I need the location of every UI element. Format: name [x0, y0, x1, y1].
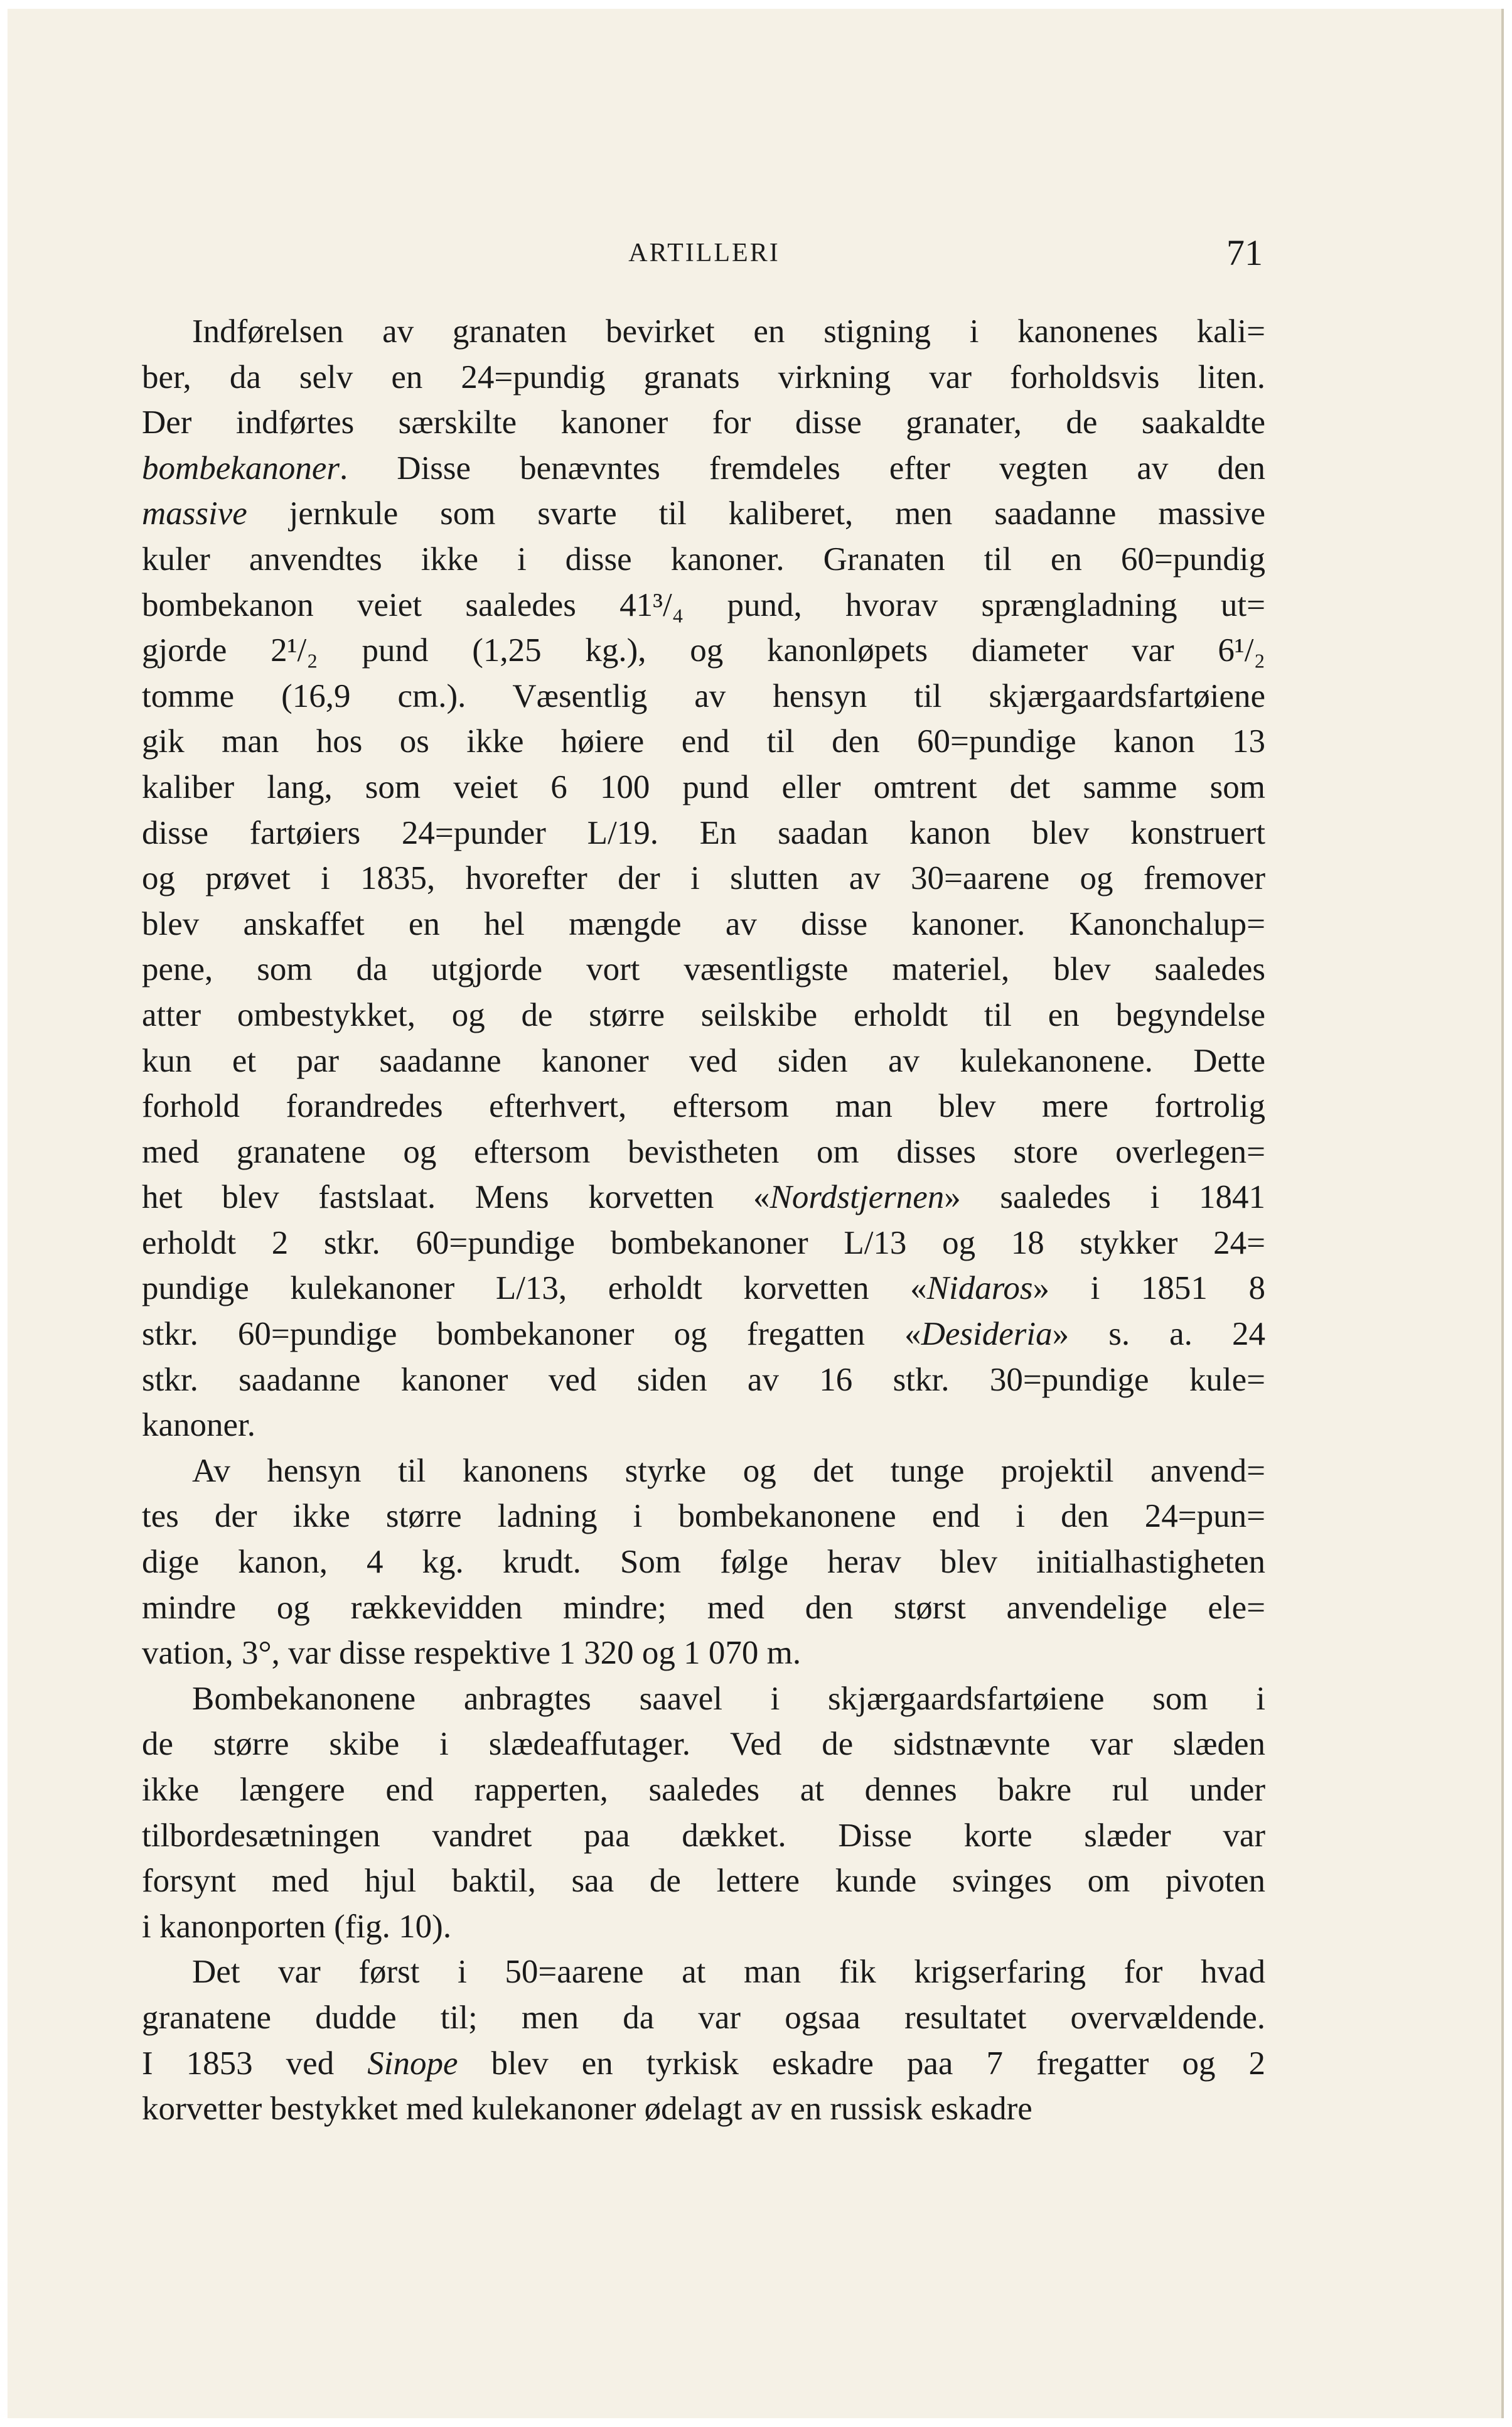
text-line: I 1853 ved Sinope blev en tyrkisk eskadre paa 7 fregatter og 2 — [142, 2045, 1265, 2082]
text-line: Indførelsen av granaten bevirket en stigning i kanonenes kali= — [192, 313, 1265, 350]
text-line: stkr. 60=pundige bombekanoner og fregatten «Desideria» s. a. 24 — [142, 1316, 1265, 1353]
text-line: tilbordesætningen vandret paa dækket. Disse korte slæder var — [142, 1817, 1265, 1854]
text-line: Der indførtes særskilte kanoner for disse granater, de saakaldte — [142, 404, 1265, 441]
text-line: erholdt 2 stkr. 60=pundige bombekanoner L/13 og 18 stykker 24= — [142, 1224, 1265, 1261]
text-line: pundige kulekanoner L/13, erholdt korvetten «Nidaros» i 1851 8 — [142, 1270, 1265, 1307]
text-line: stkr. saadanne kanoner ved siden av 16 stkr. 30=pundige kule= — [142, 1361, 1265, 1398]
running-head: ARTILLERI — [628, 239, 780, 267]
text-line: het blev fastslaat. Mens korvetten «Nordstjernen» saaledes i 1841 — [142, 1179, 1265, 1216]
text-line: bombekanoner. Disse benævntes fremdeles efter vegten av den — [142, 449, 1265, 487]
text-line: i kanonporten (fig. 10). — [142, 1908, 452, 1945]
text-line: korvetter bestykket med kulekanoner ødelagt av en russisk eskadre — [142, 2091, 1032, 2128]
text-line: pene, som da utgjorde vort væsentligste materiel, blev saaledes — [142, 951, 1265, 988]
paragraph — [142, 309, 1265, 1448]
text-line: Det var først i 50=aarene at man fik krigserfaring for hvad — [192, 1954, 1265, 1991]
paragraph — [142, 1949, 1265, 2131]
text-line: massive jernkule som svarte til kaliberet, men saadanne massive — [142, 495, 1265, 532]
text-line: med granatene og eftersom bevistheten om disses store overlegen= — [142, 1133, 1265, 1170]
text-line: mindre og rækkevidden mindre; med den størst anvendelige ele= — [142, 1589, 1265, 1626]
text-line: tomme (16,9 cm.). Væsentlig av hensyn til skjærgaardsfartøiene — [142, 677, 1265, 714]
text-line: kun et par saadanne kanoner ved siden av kulekanonene. Dette — [142, 1042, 1265, 1079]
text-line: de større skibe i slædeaffutager. Ved de sidstnævnte var slæden — [142, 1726, 1265, 1763]
text-line: disse fartøiers 24=punder L/19. En saadan kanon blev konstruert — [142, 814, 1265, 851]
text-line: og prøvet i 1835, hvorefter der i slutten av 30=aarene og fremover — [142, 860, 1265, 897]
text-line: kanoner. — [142, 1407, 256, 1444]
page-header — [146, 232, 1263, 288]
text-line: vation, 3°, var disse respektive 1 320 og 1 070 m. — [142, 1635, 802, 1672]
paragraph — [142, 1676, 1265, 1950]
text-line: forhold forandredes efterhvert, eftersom man blev mere fortrolig — [142, 1088, 1265, 1125]
text-line: atter ombestykket, og de større seilskibe erholdt til en begyndelse — [142, 996, 1265, 1033]
text-line: kuler anvendtes ikke i disse kanoner. Granaten til en 60=pundig — [142, 541, 1265, 578]
paragraph — [142, 1448, 1265, 1676]
text-line: granatene dudde til; men da var ogsaa resultatet overvældende. — [142, 1999, 1265, 2036]
page-number: 71 — [1226, 232, 1263, 273]
text-line: gik man hos os ikke høiere end til den 60=pundige kanon 13 — [142, 723, 1265, 760]
text-line: kaliber lang, som veiet 6 100 pund eller omtrent det samme som — [142, 768, 1265, 805]
text-line: Bombekanonene anbragtes saavel i skjærgaardsfartøiene som i — [192, 1680, 1265, 1717]
text-line: Av hensyn til kanonens styrke og det tunge projektil anvend= — [192, 1452, 1265, 1489]
body-text — [142, 309, 1265, 2132]
text-line: dige kanon, 4 kg. krudt. Som følge herav blev initialhastigheten — [142, 1544, 1265, 1581]
book-page — [8, 9, 1504, 2418]
text-line: ikke længere end rapperten, saaledes at dennes bakre rul under — [142, 1772, 1265, 1808]
text-line: bombekanon veiet saaledes 41³/₄ pund, hvorav sprængladning ut= — [142, 586, 1265, 623]
text-line: blev anskaffet en hel mængde av disse kanoner. Kanonchalup= — [142, 905, 1265, 942]
text-line: ber, da selv en 24=pundig granats virkning var forholdsvis liten. — [142, 358, 1265, 396]
text-line: gjorde 2¹/₂ pund (1,25 kg.), og kanonløpets diameter var 6¹/₂ — [142, 632, 1265, 669]
text-line: forsynt med hjul baktil, saa de lettere kunde svinges om pivoten — [142, 1863, 1265, 1900]
text-line: tes der ikke større ladning i bombekanonene end i den 24=pun= — [142, 1498, 1265, 1535]
